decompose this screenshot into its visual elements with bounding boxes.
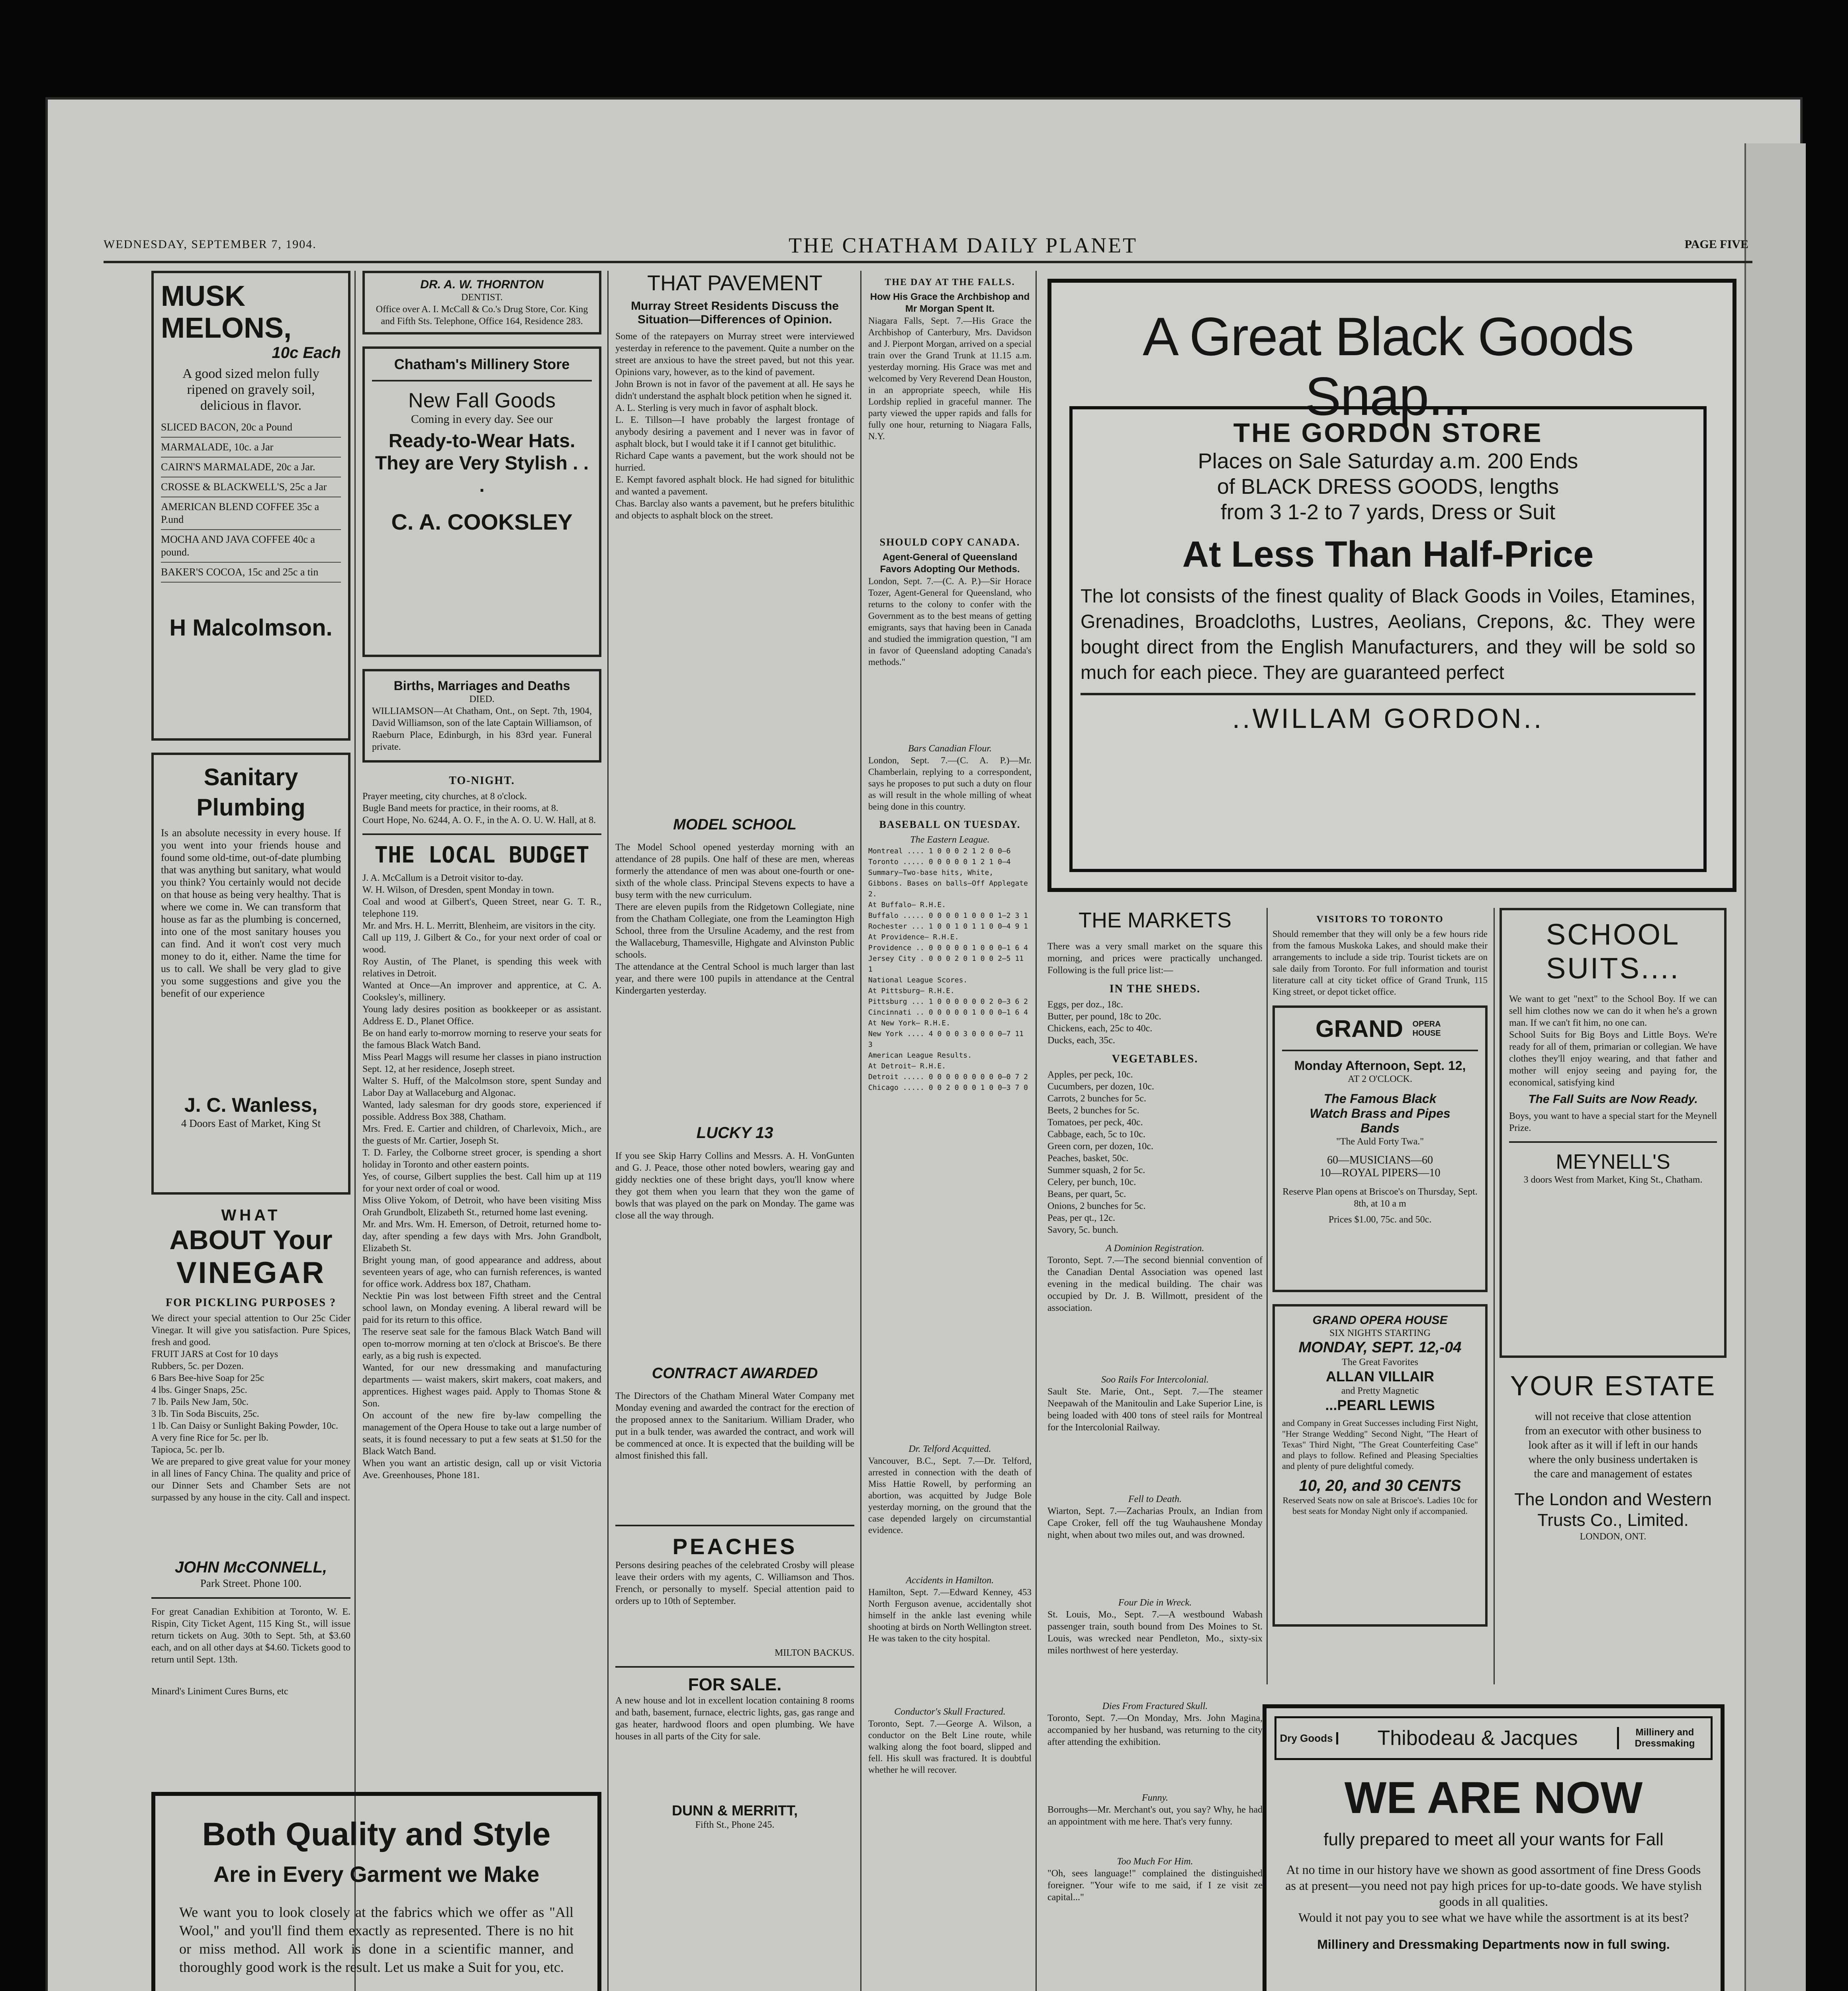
mcconnell-name: JOHN McCONNELL, xyxy=(174,1559,327,1576)
vegetables-list: Apples, per peck, 10c. Cucumbers, per dozen, 10c. Carrots, 2 bunches for 5c. Beets, 2 bunches for 5c. Tomatoes, per peck, 40c. Cabbage, each, 5c to 10c. Green corn, per dozen, 10c. Peaches, basket, 50c. Summer squash, 2 for 5c. Celery, per bunch, 10c. Beans, per quart, 5c. Onions, 2 bunches for 5c. Peas, per qt., 12c. Savory, 5c. bunch. xyxy=(1047,1070,1154,1235)
column-rule xyxy=(860,271,861,1991)
markets-intro: There was a very small market on the square this morning, and prices were practically unchanged. Following is the full price list:— xyxy=(1047,941,1263,976)
hamilton-body: Hamilton, Sept. 7.—Edward Kenney, 453 North Ferguson avenue, accidentally shot himself in the ankle last evening while shooting at birds on North Wellington street. He was taken to the city hospital. xyxy=(868,1587,1032,1643)
pavement-sub: Murray Street Residents Discuss the Situation—Differences of Opinion. xyxy=(631,299,839,326)
grand-pipers: 10—ROYAL PIPERS—10 xyxy=(1319,1167,1441,1179)
grand-quote: "The Auld Forty Twa." xyxy=(1336,1136,1424,1147)
wanless-ad xyxy=(151,753,350,1195)
gordon-line-3: from 3 1-2 to 7 yards, Dress or Suit xyxy=(1220,500,1556,524)
mcconnell-ad xyxy=(151,1207,350,1698)
grand-prices: Prices $1.00, 75c. and 50c. xyxy=(1328,1215,1432,1225)
grand-time: AT 2 O'CLOCK. xyxy=(1348,1074,1412,1084)
meynell-ad xyxy=(1500,908,1727,1358)
grand-header xyxy=(1282,1015,1478,1042)
grand-band-1: The Famous Black xyxy=(1323,1091,1437,1106)
masthead xyxy=(104,233,1752,263)
school-title: SCHOOL xyxy=(1546,918,1680,951)
divider xyxy=(372,380,592,381)
school-column xyxy=(1500,908,1727,1696)
grand-musicians: 60—MUSICIANS—60 xyxy=(1327,1154,1433,1166)
markets-column xyxy=(1047,908,1263,1991)
exhibition-notice: For great Canadian Exhibition at Toronto, W. E. Rispin, City Ticket Agent, 115 King St., will issue return tickets on Aug. 30th to Sept. 5th, at $3.60 each, and on all other days at $4.60. Tickets good to return until Sept. 13th. xyxy=(151,1607,350,1665)
contract-body: The Directors of the Chatham Mineral Water Company met Monday evening and awarded the contract for the erection of the proposed annex to the Sanitarium. William Drader, who put in a bulk tender, was awarded the contract, and work will be commenced at once. It is expected that the building will be almost finished this fall. xyxy=(615,1391,854,1461)
tonight-title: TO-NIGHT. xyxy=(449,774,515,787)
column-3 xyxy=(615,271,854,1991)
gordon-line-2: of BLACK DRESS GOODS, lengths xyxy=(1217,475,1559,499)
model-school-body: The Model School opened yesterday morning with an attendance of 28 pupils. One half of these are men, whereas formerly the attendance of men was about one-fourth or one-sixth of the whole class. Principal Stevens expects to have a busy term with the new curriculum. There are eleven pupils from the Ridgetown Collegiate, nine from the Chatham Collegiate, one from the Leamington High School, three from the Ursuline Academy, and the rest from the Wallaceburg, Thamesville, Highgate and Alvinston Public schools. The attendance at the Central School is much larger than last year, and there were 100 pupils in attendance at the Central Kindergarten yesterday. xyxy=(615,842,854,996)
page-number: PAGE FIVE xyxy=(1684,238,1748,251)
gordon-store: THE GORDON STORE xyxy=(1233,418,1543,448)
telford-title: Dr. Telford Acquitted. xyxy=(908,1444,991,1454)
gordon-ad xyxy=(1047,279,1736,892)
births-title: Births, Marriages and Deaths xyxy=(393,679,570,693)
meynell-address: 3 doors West from Market, King St., Chatham. xyxy=(1523,1175,1703,1185)
school-title-2: SUITS.... xyxy=(1546,952,1680,985)
malcolmson-ad xyxy=(151,271,350,741)
thibodeau-header xyxy=(1274,1716,1713,1760)
local-budget-title: THE LOCAL BUDGET xyxy=(374,842,589,868)
millinery-new: New Fall Goods xyxy=(408,389,556,412)
funny-title: Funny. xyxy=(1142,1793,1168,1803)
lucky-title: LUCKY 13 xyxy=(696,1124,773,1142)
divider xyxy=(615,1525,854,1526)
minard-notice: Minard's Liniment Cures Burns, etc xyxy=(151,1686,288,1697)
column-2 xyxy=(362,271,601,1784)
sheds-title: IN THE SHEDS. xyxy=(1109,983,1201,995)
millinery-coming: Coming in every day. See our xyxy=(411,413,553,426)
thibodeau-depts: Millinery and Dressmaking Departments now in full swing. xyxy=(1317,1937,1670,1952)
baseball-scores: Montreal .... 1 0 0 0 2 1 2 0 0—6 Toronto ..... 0 0 0 0 0 1 2 1 0—4 Summary—Two-base hits, White, Gibbons. Bases on balls—Off Applegate 2. At Buffalo— R.H.E. Buffalo ..... 0 0 0 0 1 0 0 0 1—2 3 1 Rochester ... 1 0 0 1 0 1 1 0 0—4 9 1 At Providence— R.H.E. Providence .. 0 0 0 0 0 1 0 0 0—1 6 4 Jersey City . 0 0 0 2 0 1 0 0 2—5 11 1 National League Scores. At Pittsburg— R.H.E. Pittsburg ... 1 0 0 0 0 0 0 2 0—3 6 2 Cincinnati .. 0 0 0 0 0 1 0 0 0—1 6 4 At New York— R.H.E. New York .... 4 0 0 0 3 0 0 0 0—7 11 3 American League Results. At Detroit— R.H.E. Detroit ..... 0 0 0 0 0 0 0 0 0—0 7 2 Chicago ..... 0 0 2 0 0 0 1 0 0—3 7 0 xyxy=(868,847,1028,1092)
opera2-star-2: ...PEARL LEWIS xyxy=(1325,1397,1435,1413)
opera2-date: MONDAY, SEPT. 12,-04 xyxy=(1298,1339,1462,1356)
morley-subtitle: Are in Every Garment we Make xyxy=(213,1862,540,1887)
school-ready: The Fall Suits are Now Ready. xyxy=(1528,1093,1698,1106)
list-item: MARMALADE, 10c. a Jar xyxy=(161,438,341,458)
conductor-body: Toronto, Sept. 7.—George A. Wilson, a conductor on the Belt Line route, while walking along the foot board, slipped and fell. His skull was fractured. It is doubtful whether he will recover. xyxy=(868,1719,1032,1775)
vinegar-sub: FOR PICKLING PURPOSES ? xyxy=(166,1297,336,1309)
list-item: CAIRN'S MARMALADE, 20c a Jar. xyxy=(161,458,341,477)
divider xyxy=(151,1597,350,1599)
wanless-address: 4 Doors East of Market, King St xyxy=(181,1117,321,1129)
villair-ad xyxy=(1272,1304,1488,1627)
morley-ad xyxy=(151,1792,601,1991)
divider xyxy=(1282,1050,1478,1051)
sheds-list: Eggs, per doz., 18c. Butter, per pound, 18c to 20c. Chickens, each, 25c to 40c. Ducks, each, 35c. xyxy=(1047,999,1161,1046)
dental-body: Toronto, Sept. 7.—The second biennial convention of the Canadian Dental Association was opened last evening in the medical building. The chair was occupied by Dr. J. B. Willmott, president of the association. xyxy=(1047,1255,1263,1313)
baseball-sub: The Eastern League. xyxy=(910,835,990,845)
births-body: WILLIAMSON—At Chatham, Ont., on Sept. 7th, 1904, David Williamson, son of the late Captain Williamson, of Raeburn Place, Edinburgh, in his 83rd year. Funeral private. xyxy=(372,706,592,752)
column-4 xyxy=(868,271,1032,1991)
visitors-title: VISITORS TO TORONTO xyxy=(1316,914,1444,925)
divider xyxy=(1509,1141,1717,1143)
estate-city: LONDON, ONT. xyxy=(1580,1531,1646,1542)
column-rule xyxy=(354,271,356,1991)
death-title: Fell to Death. xyxy=(1128,1494,1182,1504)
gordon-signature: ..WILLAM GORDON.. xyxy=(1232,703,1544,734)
wanless-name: J. C. Wanless, xyxy=(184,1094,318,1116)
peaches-body: Persons desiring peaches of the celebrated Crosby will please leave their orders with my agents, C. Williamson and Thos. French, or personally to myself. Special attention paid to orders up to 10th of September. xyxy=(615,1560,854,1606)
page-edge xyxy=(1744,143,1806,1991)
grand-when: Monday Afternoon, Sept. 12, xyxy=(1294,1058,1466,1073)
thibodeau-header-name: Thibodeau & Jacques xyxy=(1377,1727,1578,1750)
skull-body: Toronto, Sept. 7.—On Monday, Mrs. John Magina, accompanied by her husband, was returning to the city after attending the exhibition. xyxy=(1047,1713,1263,1747)
thibodeau-body: At no time in our history have we shown as good assortment of fine Dress Goods as at present—you need not pay high prices for up-to-date goods. We have stylish goods in all qualities. Would it not pay you to see what we have while the assortment is at its best? xyxy=(1285,1862,1702,1925)
baseball-title: BASEBALL ON TUESDAY. xyxy=(879,819,1021,830)
list-item: SLICED BACON, 20c a Pound xyxy=(161,418,341,438)
too-much-title: Too Much For Him. xyxy=(1117,1856,1193,1867)
births-died: DIED. xyxy=(469,694,495,704)
flour-body: London, Sept. 7.—(C. A. P.)—Mr. Chamberlain, replying to a correspondent, says he proposes to put such a duty on flour as will result in the whole milling of wheat being done in this country. xyxy=(868,755,1032,812)
estate-body: will not receive that close attention from an executor with other business to look after as it will if left in our hands where the only business undertaken is the care and management of estates xyxy=(1525,1410,1701,1480)
issue-date: WEDNESDAY, SEPTEMBER 7, 1904. xyxy=(104,238,317,251)
cooksley-ad xyxy=(362,346,601,657)
divider xyxy=(615,1666,854,1668)
lucky-body: If you see Skip Harry Collins and Messrs. A. H. VonGunten and G. J. Peace, those other noted bowlers, wearing gay and giddy neckties one of these bright days, you'll know where they got them when you learn that they won the game of bowls that was played on the park on Monday. The game was close all the way through. xyxy=(615,1151,854,1221)
births-box xyxy=(362,669,601,763)
cooksley-name: C. A. COOKSLEY xyxy=(391,509,573,534)
for-sale-title: FOR SALE. xyxy=(688,1675,782,1694)
flour-title: Bars Canadian Flour. xyxy=(908,743,992,754)
gordon-line-1: Places on Sale Saturday a.m. 200 Ends xyxy=(1198,449,1578,473)
meynell-name: MEYNELL'S xyxy=(1556,1150,1670,1173)
thibodeau-ad xyxy=(1263,1704,1725,1991)
estate-company: The London and Western Trusts Co., Limited. xyxy=(1514,1490,1712,1530)
grand-band-3: Bands xyxy=(1361,1121,1400,1135)
for-sale-body: A new house and lot in excellent location containing 8 rooms and bath, basement, furnace, electric lights, gas, gas range and gas heater, hardwood floors and open plumbing. We have houses in all parts of the City for sale. xyxy=(615,1696,854,1742)
local-budget-body: J. A. McCallum is a Detroit visitor to-day. W. H. Wilson, of Dresden, spent Monday in town. Coal and wood at Gilbert's, Queen Street, near G. T. R., telephone 119. Mr. and Mrs. H. L. Merritt, Blenheim, are visitors in the city. Call up 119, J. Gilbert & Co., for your next order of coal or wood. Roy Austin, of The Planet, is spending this week with relatives in Detroit. Wanted at Once—An improver and apprentice, at C. A. Cooksley's, millinery. Young lady desires position as bookkeeper or as assistant. Address E. D., Planet Office. Be on hand early to-morrow morning to reserve your seats for the famous Black Watch Band. Miss Pearl Maggs will resume her classes in piano instruction Sept. 12, at her residence, Joseph street. Walter S. Huff, of the Malcolmson store, spent Sunday and Labor Day at Wallaceburg and Algonac. Wanted, lady salesman for dry goods store, experienced if possible. Address Box 388, Chatham. Mrs. Fred. E. Cartier and children, of Charlevoix, Mich., are the guests of Mr. Cartier, Joseph St. T. D. Farley, the Colborne street grocer, is spending a short holiday in Toronto and other eastern points. Yes, of course, Gilbert supplies the best. Call him up at 119 for your next order of coal or wood. Miss Olive Yokom, of Detroit, who have been visiting Miss Orah Grundbolt, Elizabeth St., returned home last evening. Mr. and Mrs. Wm. H. Emerson, of Detroit, returned home to-day, after spending a few days with Mrs. John Grandbolt, Elizabeth St. Bright young man, of good appearance and address, about seventeen years of age, who can furnish references, is wanted for office work. Address box 187, Chatham. Necktie Pin was lost between Fifth street and the Central school lawn, on Monday evening. A liberal reward will be paid for its return to this office. The reserve seat sale for the famous Black Watch Band will open to-morrow morning at ten o'clock at Briscoe's. Be there early, as a big rush is expected. Wanted, for our new dressmaking and manufacturing departments — waist makers, skirt makers, coat makers, and apprentices. Highest wages paid. Apply to Thomas Stone & Son. On account of the new fire by-law compelling the management of the Opera House to take out a large number of seats, it is found necessary to put a few seats at $1.50 for the Black Watch Band. When you want an artistic design, call up or visit Victoria Ave. Greenhouses, Phone 181. xyxy=(362,873,601,1481)
musk-desc: A good sized melon fully ripened on gravely soil, delicious in flavor. xyxy=(182,366,319,413)
vinegar-title: VINEGAR xyxy=(176,1256,326,1290)
thornton-name: DR. A. W. THORNTON xyxy=(420,278,544,291)
wreck-title: Four Die in Wreck. xyxy=(1118,1598,1192,1608)
opera2-and: and Pretty Magnetic xyxy=(1341,1386,1419,1396)
estate-title: YOUR ESTATE xyxy=(1510,1370,1716,1401)
divider xyxy=(362,833,601,835)
grand-band-2: Watch Brass and Pipes xyxy=(1310,1106,1451,1121)
list-item: AMERICAN BLEND COFFEE 35c a P.und xyxy=(161,497,341,530)
thibodeau-title: WE ARE NOW xyxy=(1344,1773,1643,1823)
too-much-body: "Oh, sees language!" complained the distinguished foreigner. "Your wife to me said, if I ze visit ze capital..." xyxy=(1047,1868,1263,1903)
thornton-body: Office over A. I. McCall & Co.'s Drug Store, Cor. King and Fifth Sts. Telephone, Office 164, Residence 283. xyxy=(376,304,588,327)
gordon-body: The lot consists of the finest quality of Black Goods in Voiles, Etamines, Grenadines, Broadcloths, Lustres, Aeolians, Crepons, &c. They were bought direct from the English Manufacturers, and they will be sold so much for each piece. They are guaranteed perfect xyxy=(1081,586,1695,683)
column-1 xyxy=(151,271,350,1776)
thibodeau-sub: fully prepared to meet all your wants for Fall xyxy=(1323,1830,1664,1849)
skull-title: Dies From Fractured Skull. xyxy=(1102,1701,1208,1711)
pavement-body: Some of the ratepayers on Murray street were interviewed yesterday in reference to the pavement. Quite a number on the street are anxious to have the street paved, but not this year. Opinions vary, however, as to the kind of pavement. John Brown is not in favor of the pavement at all. He says he didn't understand the asphalt block petition when he signed it. A. L. Sterling is very much in favor of asphalt block. L. E. Tillson—I have probably the largest frontage of anybody desiring a pavement and I never was in favor of asphalt block, but I would take it if I cannot get bitulithic. Richard Cape wants a pavement, but the work should not be hurried. E. Kempt favored asphalt block. He had signed for bitulithic and wanted a pavement. Chas. Barclay also wants a pavement, but he prefers bitulithic and objects to asphalt block on the street. xyxy=(615,331,854,521)
dunn-merritt-name: DUNN & MERRITT, xyxy=(672,1802,798,1819)
funny-body: Borroughs—Mr. Merchant's out, you say? Why, he had an appointment with me here. That's very funny. xyxy=(1047,1805,1263,1827)
gordon-half-price: At Less Than Half-Price xyxy=(1182,534,1594,575)
morley-body: We want you to look closely at the fabrics which we offer as "All Wool," and you'll find them exactly as represented. There is no hit or miss method. All work is done in a scientific manner, and thoroughly good work is the result. Let us make a Suit for you, etc. xyxy=(179,1904,574,1975)
hamilton-title: Accidents in Hamilton. xyxy=(906,1575,994,1586)
contract-title: CONTRACT AWARDED xyxy=(652,1365,818,1382)
rails-title: Soo Rails For Intercolonial. xyxy=(1101,1375,1209,1385)
opera2-title: GRAND OPERA HOUSE xyxy=(1312,1314,1448,1327)
morley-title: Both Quality and Style xyxy=(202,1816,551,1852)
copy-canada-sub: Agent-General of Queensland Favors Adopting Our Methods. xyxy=(880,552,1020,575)
death-body: Wiarton, Sept. 7.—Zacharias Proulx, an Indian from Cape Croker, fell off the tug Wauhaushene Monday night, when about two miles out, and was drowned. xyxy=(1047,1506,1263,1540)
column-rule xyxy=(607,271,609,1991)
malcolmson-name: H Malcolmson. xyxy=(169,615,333,641)
grand-plan: Reserve Plan opens at Briscoe's on Thursday, Sept. 8th, at 10 a m xyxy=(1282,1187,1478,1209)
tonight-body: Prayer meeting, city churches, at 8 o'clock. Bugle Band meets for practice, in their rooms, at 8. Court Hope, No. 6244, A. O. F., in the A. O. U. W. Hall, at 8. xyxy=(362,791,596,825)
wreck-body: St. Louis, Mo., Sept. 7.—A westbound Wabash passenger train, south bound from Des Moines to St. Louis, was wrecked near Pendleton, Mo., sixty-six miles northwest of here yesterday. xyxy=(1047,1610,1263,1656)
column-rule xyxy=(1267,908,1268,1684)
falls-body: Niagara Falls, Sept. 7.—His Grace the Archbishop of Canterbury, Mrs. Davidson and J. Pierpont Morgan, arrived on a special train over the Grand Trunk at 11.15 a.m. yesterday morning. His Grace was met and welcomed by Very Reverend Dean Houston, in an appropriate speech, while His Lordship replied in graceful manner. The party viewed the upper rapids and falls for fully one hour, returning to Niagara Falls, N.Y. xyxy=(868,316,1032,441)
telford-body: Vancouver, B.C., Sept. 7.—Dr. Telford, arrested in connection with the death of Miss Hattie Rowell, by performing an abortion, was acquitted by Judge Bole yesterday morning, on the ground that the case depended largely on circumstantial evidence. xyxy=(868,1456,1032,1535)
opera2-nights: SIX NIGHTS STARTING xyxy=(1329,1328,1431,1338)
vegetables-title: VEGETABLES. xyxy=(1112,1053,1198,1065)
thornton-title: DENTIST. xyxy=(461,292,503,303)
opera2-star-1: ALLAN VILLAIR xyxy=(1326,1368,1434,1385)
thibodeau-right: Millinery and Dressmaking xyxy=(1617,1727,1711,1749)
column-rule xyxy=(1494,908,1495,1684)
gordon-title: A Great Black Goods Snap... xyxy=(1143,306,1633,426)
dental-title: A Dominion Registration. xyxy=(1106,1243,1204,1254)
list-item: BAKER'S COCOA, 15c and 25c a tin xyxy=(161,563,341,583)
millinery-ready: Ready-to-Wear Hats. They are Very Stylish . . . xyxy=(375,430,589,496)
dunn-merritt-address: Fifth St., Phone 245. xyxy=(695,1820,775,1830)
opera2-present: The Great Favorites xyxy=(1342,1357,1418,1367)
visitors-body: Should remember that they will only be a few hours ride from the famous Muskoka Lakes, and should make their arrangements to include a side trip. Tourist tickets are on sale daily from Toronto. For full information and tourist literature call at city ticket office of Grand Trunk, 115 King street, or depot ticket office. xyxy=(1272,929,1488,997)
estate-ad xyxy=(1500,1370,1727,1543)
gordon-inner-box xyxy=(1069,406,1707,872)
list-item: MOCHA AND JAVA COFFEE 40c a pound. xyxy=(161,530,341,563)
newspaper-title: THE CHATHAM DAILY PLANET xyxy=(789,233,1138,257)
pavement-title: THAT PAVEMENT xyxy=(647,271,823,295)
musk-title: MUSK MELONS, xyxy=(161,280,292,344)
model-school-title: MODEL SCHOOL xyxy=(673,816,797,833)
falls-title: THE DAY AT THE FALLS. xyxy=(885,277,1015,288)
musk-price: 10c Each xyxy=(272,344,341,362)
millinery-title: Chatham's Millinery Store xyxy=(394,356,570,372)
column-rule xyxy=(1036,271,1037,1991)
amusements-column xyxy=(1272,908,1488,1696)
conductor-title: Conductor's Skull Fractured. xyxy=(894,1707,1006,1717)
thibodeau-left: Dry Goods xyxy=(1276,1732,1338,1745)
thornton-card xyxy=(362,271,601,334)
rails-body: Sault Ste. Marie, Ont., Sept. 7.—The steamer Neepawah of the Manitoulin and Lake Superior Line, is being loaded with 400 tons of steel rails for Montreal for the Intercolonial Railway. xyxy=(1047,1387,1263,1433)
copy-canada-body: London, Sept. 7.—(C. A. P.)—Sir Horace Tozer, Agent-General for Queensland, who returns to the colony to confer with the Government as to the best means of getting emigrants, says that having been in Canada and studied the immigration question, "I am in favor of Queensland adopting Canada's methods." xyxy=(868,576,1032,667)
mcconnell-address: Park Street. Phone 100. xyxy=(200,1577,302,1589)
vinegar-body: We direct your special attention to Our 25c Cider Vinegar. It will give you satisfaction. Pure Spices, fresh and good. FRUIT JARS at Cost for 10 days Rubbers, 5c. per Dozen. 6 Bars Bee-hive Soap for 25c 4 lbs. Ginger Snaps, 25c. 7 lb. Pails New Jam, 50c. 3 lb. Tin Soda Biscuits, 25c. 1 lb. Can Daisy or Sunlight Baking Powder, 10c. A very fine Rice for 5c. per lb. Tapioca, 5c. per lb. We are prepared to give great value for your money in all lines of Fancy China. The quality and price of our Dinner Sets and Chamber Sets are not surpassed by any house in the city. Call and inspect. xyxy=(151,1313,350,1503)
plumbing-body: Is an absolute necessity in every house. If you went into your friends house and found some old-time, out-of-date plumbing that was anything but sanitary, what would you think? You certainly would not decide on that house as being very healthy. That is where we come in. We can transform that house as far as the plumbing is concerned, into one of the most sanitary houses you can find. And it won't cost very much money to do it, either. Name the time for us to call. We shall be very glad to give you some suggestions and give you the benefit of our experience xyxy=(161,827,341,999)
list-item: CROSSE & BLACKWELL'S, 25c a Jar xyxy=(161,477,341,497)
school-boys: Boys, you want to have a special start for the Meynell Prize. xyxy=(1509,1111,1717,1133)
copy-canada-title: SHOULD COPY CANADA. xyxy=(879,536,1020,548)
peaches-signature: MILTON BACKUS. xyxy=(774,1648,854,1658)
opera2-prices: 10, 20, and 30 CENTS xyxy=(1299,1477,1461,1494)
vinegar-what: WHAT xyxy=(221,1207,281,1224)
divider xyxy=(1081,693,1695,695)
peaches-title: PEACHES xyxy=(672,1534,797,1559)
plumbing-title: Sanitary Plumbing xyxy=(196,764,305,821)
grand-title: GRAND xyxy=(1316,1015,1403,1042)
grand-title-small: OPERA HOUSE xyxy=(1412,1019,1441,1038)
grand-opera-ad xyxy=(1272,1005,1488,1292)
falls-sub: How His Grace the Archbishop and Mr Morgan Spent It. xyxy=(870,291,1030,314)
school-body: We want to get "next" to the School Boy. If we can sell him clothes now we can do it when he's a grown man. If we can't fit him, no one can. School Suits for Big Boys and Little Boys. We're ready for all of them, primarian or collegian. We have clothes they'll enjoy wearing, and that father and mother will enjoy seeing and paying for, the economical, satisfying kind xyxy=(1509,994,1717,1088)
markets-title: THE MARKETS xyxy=(1078,908,1232,932)
vinegar-about: ABOUT Your xyxy=(169,1225,333,1255)
opera2-note: Reserved Seats now on sale at Briscoe's. Ladies 10c for best seats for Monday Night only if accompanied. xyxy=(1282,1495,1478,1516)
opera2-body: and Company in Great Successes including First Night, "Her Strange Wedding" Second Night, "The Heart of Texas" Third Night, "The Great Counterfeiting Case" and plays to follow. Refined and Pleasing Specialties and plenty of pure delightful comedy. xyxy=(1282,1418,1478,1471)
